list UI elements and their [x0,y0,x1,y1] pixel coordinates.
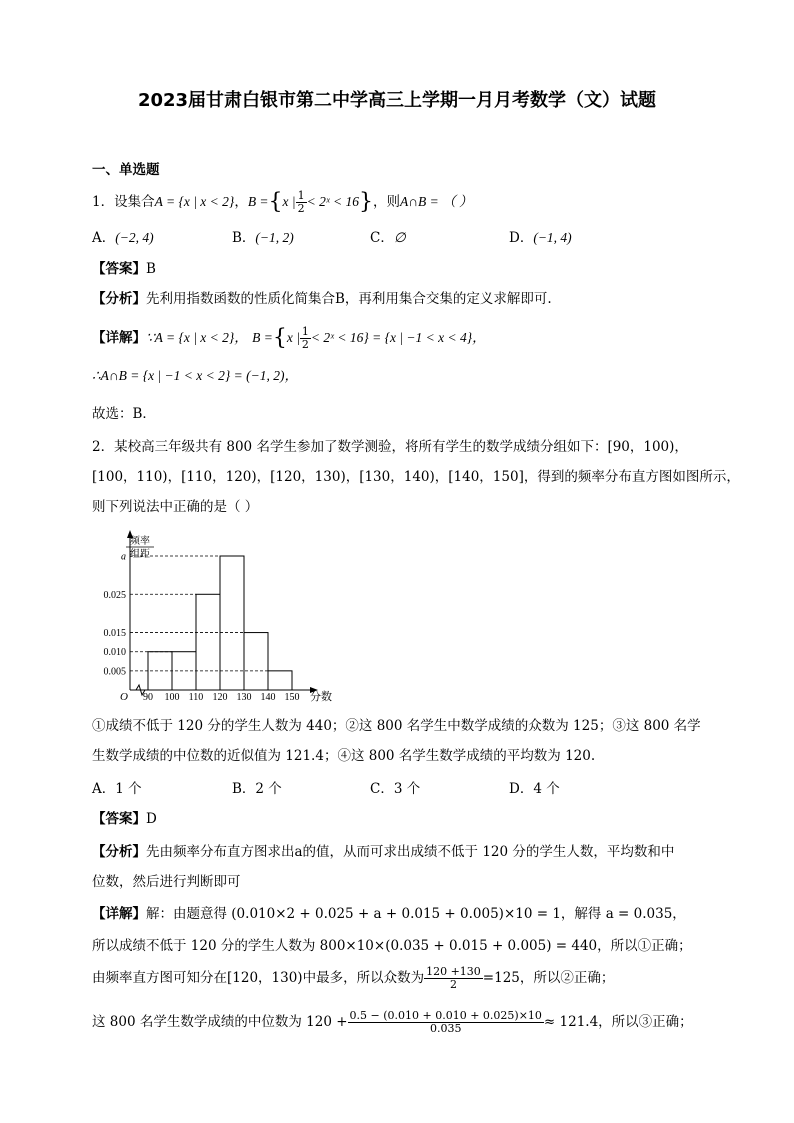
q2-detail-4: 这 800 名学生数学成绩的中位数为 120 + $\frac{0.5 - (0.010 + 0.010 + 0.025)\times 10}{0.035}$ ≈ 121.4，所以③正确； [92,1009,693,1035]
q2-stem-2: [100，110)，[110，120)，[120，130)，[130，140)，[140，150]，得到的频率分布直方图如图所示， [92,469,740,485]
q2-detail-3: 由频率直方图可知分在[120，130)中最多，所以众数为 $\frac{120 +130}{2}$ =125，所以②正确； [92,965,615,991]
q1-option-d: D．(−1, 4) [509,230,572,246]
q2-option-d: D．4 个 [509,781,560,797]
q2-detail-1: 【详解】解：由题意得 (0.010×2 + 0.025 + a + 0.015 + 0.005)×10 = 1，解得 a = 0.035， [92,906,686,922]
origin-label: O [120,691,128,703]
histogram-bar [196,594,220,690]
q1-fraction-num: 1 [297,189,305,202]
x-tick-label: 100 [164,692,180,703]
q2-median-fraction: $\frac{0.5 - (0.010 + 0.010 + 0.025)\times 10}{0.035}$ [349,1009,542,1035]
x-tick-label: 140 [260,692,276,703]
q1-detail-2: ∴A∩B = {x | −1 < x < 2} = (−1, 2)， [92,368,298,383]
q1-set-b-cond: < 2ˣ < 16 [306,194,360,209]
q2-option-b: B．2 个 [232,781,282,797]
y-tick-label: a [121,551,126,563]
q1-analysis: 【分析】先利用指数函数的性质化简集合B，再利用集合交集的定义求解即可. [92,291,552,307]
q1-choose: 故选：B． [92,406,156,422]
q2-stem-1: 2．某校高三年级共有 800 名学生参加了数学测验，将所有学生的数学成绩分组如下：[90，100)， [92,439,688,455]
q1-set-a: A = {x | x < 2} [154,194,235,209]
q1-set-b-lhs: B = [247,194,269,209]
q2-analysis-2: 位数，然后进行判断即可 [92,874,241,890]
q2-statements-2: 生数学成绩的中位数的近似值为 121.4；④这 800 名学生数学成绩的平均数为 120. [92,748,596,764]
y-label-bottom: 组距 [130,549,150,560]
q1-stem-tail: ，则 [373,194,401,210]
y-tick-label: 0.025 [103,589,126,601]
histogram-bar [268,671,292,690]
q1-stem: 1．设集合A = {x | x < 2}，B ={x | $\frac{1}{2}$ < 2ˣ < 16}，则A∩B = （ ） [92,189,473,215]
q1-stem-text: 1．设集合 [92,194,155,210]
q1-fraction [296,190,307,215]
q2-detail-2: 所以成绩不低于 120 分的学生人数为 800×10×(0.035 + 0.015 + 0.005) = 440，所以①正确； [92,938,692,954]
y-tick-label: 0.005 [103,666,126,678]
histogram-bar [220,556,244,690]
q2-answer: 【答案】D [92,811,157,827]
q1-option-b: B．(−1, 2) [232,230,294,246]
y-tick-label: 0.010 [103,647,126,659]
frequency-histogram [96,528,356,708]
x-tick-label: 130 [236,692,252,703]
q1-answer: 【答案】B [92,261,156,277]
q2-statements-1: ①成绩不低于 120 分的学生人数为 440；②这 800 名学生中数学成绩的众数为 125；③这 800 名学 [92,718,701,734]
x-tick-label: 150 [284,692,300,703]
q1-fraction-den: 2 [297,202,305,215]
x-tick-label: 110 [188,692,204,703]
y-label-top: 频率 [130,536,150,547]
q1-option-a: A．(−2, 4) [92,230,154,246]
q2-option-a: A．1 个 [92,781,142,797]
section-heading: 一、单选题 [92,162,160,178]
q2-stem-3: 则下列说法中正确的是（ ） [92,499,259,515]
q1-ask: A∩B = （ ） [400,194,473,209]
x-axis-label: 分数 [310,691,332,703]
histogram-bar [244,633,268,690]
q1-detail: 【详解】∵A = {x | x < 2}， B ={x | $\frac{1}{2}$ < 2ˣ < 16} = {x | −1 < x < 4}， [92,325,486,351]
y-tick-label: 0.015 [103,628,126,640]
x-tick-label: 120 [212,692,228,703]
q1-option-c: C．∅ [370,230,406,246]
q2-analysis-1: 【分析】先由频率分布直方图求出a的值，从而可求出成绩不低于 120 分的学生人数，平均数和中 [92,844,675,860]
q1-sep: ， [234,194,248,210]
q1-set-b-var: x | [282,194,296,209]
q2-option-c: C．3 个 [370,781,421,797]
page-title: 2023届甘肃白银市第二中学高三上学期一月月考数学（文）试题 [137,90,657,111]
q2-mode-fraction: $\frac{120 +130}{2}$ [426,965,481,991]
x-tick-label: 90 [143,692,153,703]
